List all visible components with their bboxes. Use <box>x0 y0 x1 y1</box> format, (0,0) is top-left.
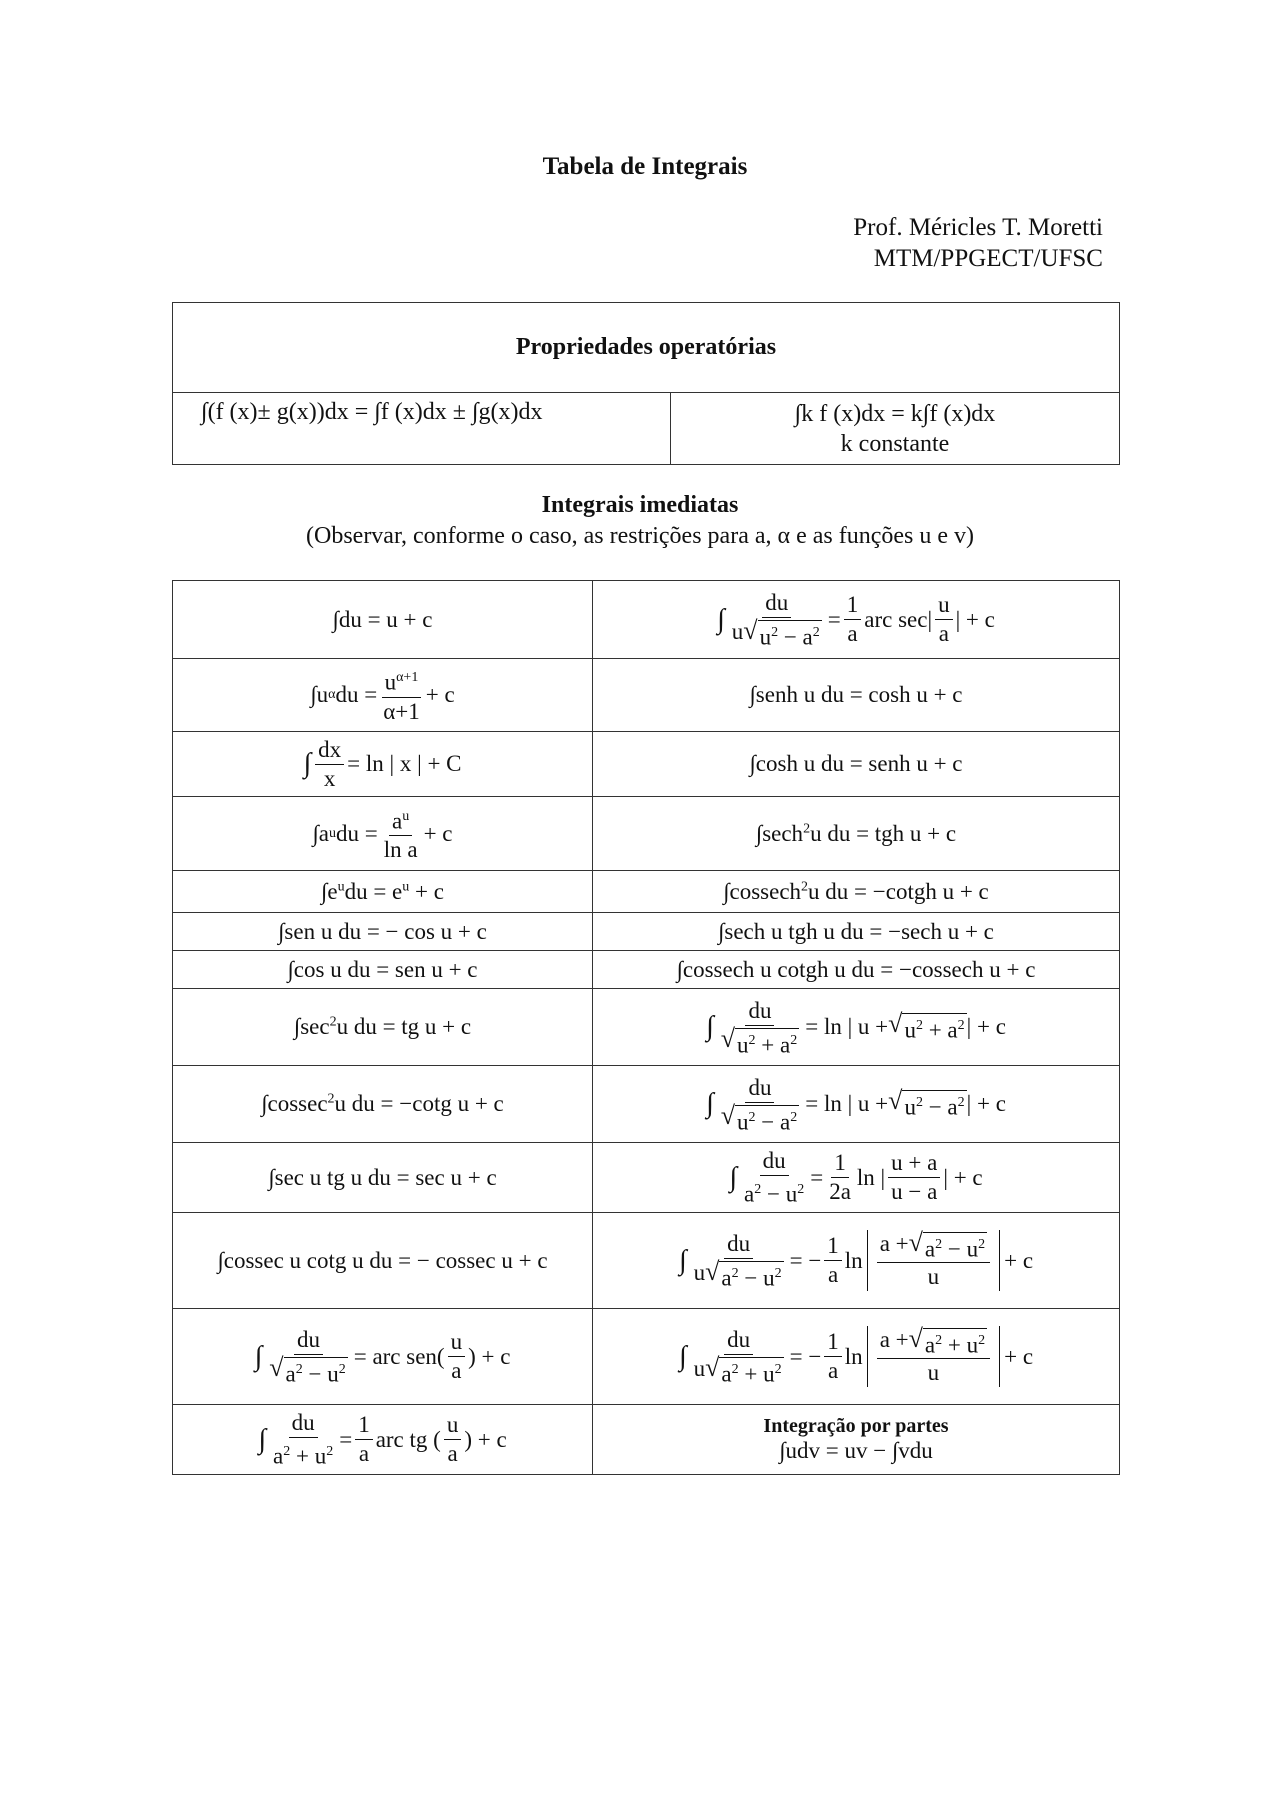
text: = ln | u + <box>805 1014 889 1039</box>
frac-den-u: u <box>731 619 744 645</box>
frac-num: 1 <box>824 1232 842 1261</box>
text: a + <box>879 1231 909 1257</box>
sup: 2 <box>774 1362 782 1378</box>
eq: = <box>810 1164 824 1190</box>
text: du = e <box>344 878 403 904</box>
formula-exp-a <box>173 797 593 871</box>
formula-cossech-cotgh: ∫cossech u cotgh u du = −cossech u + c <box>593 951 1120 989</box>
text: ∫a <box>312 820 329 846</box>
frac-den: u <box>927 1359 940 1385</box>
text: u <box>693 1260 706 1286</box>
rad-a: a <box>721 1361 732 1387</box>
frac-num: 1 <box>844 591 862 620</box>
formula-arcsec: ∫ du u √ $u^2 - a^2$ = $\frac{1}{a}$ arc sec| $\frac{u}{a}$ | + c <box>593 581 1120 659</box>
sup: 2 <box>797 1181 805 1197</box>
rad-a: u <box>737 1032 749 1058</box>
rad-a: a <box>285 1361 296 1387</box>
frac-den: a <box>451 1358 462 1383</box>
property-constant-note: k constante <box>840 430 950 457</box>
sup: 2 <box>283 1443 291 1459</box>
sup: 2 <box>295 1362 303 1378</box>
partes-formula: ∫udv = uv − ∫vdu <box>779 1438 933 1463</box>
text: ∫cossec <box>261 1091 328 1116</box>
text: = ln | x | + C <box>347 751 462 776</box>
integral-sign: ∫ <box>303 748 312 779</box>
sup: 2 <box>748 1109 756 1125</box>
text: + c <box>1004 1343 1034 1369</box>
formula-ln-arcsech: ∫ du u √ $a^2 - u^2$ = − $\frac{1}{a}$ ln a + √ $a^2 - u^2$ u + c <box>593 1213 1120 1309</box>
text: ) + c <box>468 1343 511 1369</box>
formula-sech-tgh: ∫sech u tgh u du = −sech u + c <box>593 913 1120 951</box>
formula-arcsen: ∫ du √ $a^2 - u^2$ = arc sen( $\frac{u}{a}$ ) + c <box>173 1309 593 1405</box>
rad-a: a <box>924 1236 936 1262</box>
property-constant <box>671 393 1120 465</box>
text: u du = −cotg u + c <box>334 1091 504 1116</box>
sup: 2 <box>754 1181 762 1197</box>
text: du = <box>335 820 378 846</box>
rad-a: a <box>721 1265 732 1291</box>
sup: α+1 <box>396 670 419 686</box>
rad-a: u <box>904 1094 916 1120</box>
frac-num: du <box>294 1326 323 1355</box>
propriedades-table <box>172 302 1120 465</box>
text: u du = tg u + c <box>336 1014 472 1039</box>
frac-den: a <box>938 621 949 646</box>
imediatas-table <box>172 580 1120 1475</box>
rad-b: + a <box>755 1032 791 1058</box>
rad-b: + u <box>942 1332 979 1358</box>
formula-cossec-cotg: ∫cossec u cotg u du = − cossec u + c <box>173 1213 593 1309</box>
formula-sen: ∫sen u du = − cos u + c <box>173 913 593 951</box>
eq: = <box>339 1426 353 1452</box>
formula-sech2 <box>593 797 1120 871</box>
imediatas-note: (Observar, conforme o caso, as restrições para a, α e as funções u e v) <box>306 523 974 549</box>
frac-den: ln a <box>383 837 418 863</box>
text: ∫sec <box>293 1014 330 1039</box>
text: arc sec| <box>864 606 933 632</box>
sup: 2 <box>790 1032 798 1048</box>
text: | + c <box>966 1091 1006 1116</box>
formula-cosh: ∫cosh u du = senh u + c <box>593 732 1120 797</box>
rad-a: u <box>737 1109 749 1135</box>
sup: 2 <box>978 1333 986 1349</box>
formula-senh: ∫senh u du = cosh u + c <box>593 659 1120 732</box>
sup: u <box>337 878 345 894</box>
frac-den: 2a <box>829 1179 851 1204</box>
frac-num: du <box>745 1074 774 1103</box>
text: − u <box>761 1181 798 1207</box>
rad-b: + a <box>922 1017 958 1043</box>
text: u du = −cotgh u + c <box>808 878 989 904</box>
formula-ln-sqrt-minus: ∫ du √ $u^2 - a^2$ = ln | u + √ $u^2 - a^2$ | + c <box>593 1066 1120 1143</box>
frac-num: a <box>392 808 403 834</box>
frac-num: du <box>762 589 791 618</box>
text: | + c <box>966 1014 1006 1039</box>
sup: 2 <box>957 1095 965 1111</box>
formula-arctg: ∫ $\frac{du}{a^2 + u^2}$ = $\frac{1}{a}$ arc tg ( $\frac{u}{a}$ ) + c <box>173 1405 593 1475</box>
author-affiliation: MTM/PPGECT/UFSC <box>873 245 1103 272</box>
formula-ln-frac: ∫ $\frac{du}{a^2 - u^2}$ = $\frac{1}{2a}$ ln | $\frac{u + a}{u - a}$ | + c <box>593 1143 1120 1213</box>
text: du = <box>335 682 378 707</box>
formula-sec2 <box>173 989 593 1066</box>
frac-num: u <box>448 1328 466 1357</box>
frac-num: u <box>935 591 953 620</box>
frac-num: 1 <box>355 1411 373 1440</box>
author-name: Prof. Méricles T. Moretti <box>853 214 1103 241</box>
sup: 2 <box>771 625 779 641</box>
sup: u <box>328 825 336 841</box>
property-constant-formula: ∫k f (x)dx = k∫f (x)dx <box>794 400 996 427</box>
frac-num: du <box>745 997 774 1026</box>
text: + c <box>425 682 455 707</box>
formula-sec-tg: ∫sec u tg u du = sec u + c <box>173 1143 593 1213</box>
sup: u <box>402 808 410 824</box>
rad-b: − u <box>942 1236 979 1262</box>
eq: = <box>827 606 841 632</box>
text: ln <box>844 1343 863 1369</box>
page-title: Tabela de Integrais <box>542 153 748 180</box>
rad-b: + u <box>738 1361 775 1387</box>
sup: u <box>402 878 410 894</box>
formula-ln-sqrt-plus: ∫ du √ $u^2 + a^2$ = ln | u + √ $u^2 + a^2$ | + c <box>593 989 1120 1066</box>
text: u du = tgh u + c <box>810 820 957 846</box>
sup: 2 <box>329 1014 337 1030</box>
frac-den: a <box>447 1441 458 1466</box>
property-sum: ∫(f (x)± g(x))dx = ∫f (x)dx ± ∫g(x)dx <box>173 393 671 465</box>
partes-title: Integração por partes <box>763 1415 949 1437</box>
text: + c <box>423 820 453 846</box>
formula-cos: ∫cos u du = sen u + c <box>173 951 593 989</box>
text: ∫u <box>310 682 329 707</box>
sup: 2 <box>801 878 809 894</box>
text: = arc sen( <box>353 1343 445 1369</box>
sup: 2 <box>790 1109 798 1125</box>
frac-den: u <box>927 1263 940 1289</box>
frac-den: x <box>323 765 336 791</box>
frac-num: du <box>760 1147 789 1176</box>
sup: 2 <box>774 1266 782 1282</box>
frac-den: α+1 <box>383 698 420 724</box>
rad-b: − a <box>755 1109 791 1135</box>
formula-du: ∫du = u + c <box>173 581 593 659</box>
text: u <box>693 1356 706 1382</box>
rad-b: − a <box>922 1094 958 1120</box>
text: ∫e <box>321 878 338 904</box>
rad-a: u <box>759 624 772 650</box>
formula-ln-arccsch: ∫ du u √ $a^2 + u^2$ = − $\frac{1}{a}$ ln a + √ $a^2 + u^2$ u + c <box>593 1309 1120 1405</box>
sup: 2 <box>957 1018 965 1034</box>
text: a <box>273 1443 284 1469</box>
formula-ln <box>173 732 593 797</box>
sup: 2 <box>812 625 820 641</box>
frac-den: a <box>847 621 858 646</box>
sup: 2 <box>338 1362 346 1378</box>
sup: α <box>328 687 336 702</box>
sup: 2 <box>327 1091 335 1107</box>
frac-num: 1 <box>831 1149 849 1178</box>
text: a + <box>879 1327 909 1353</box>
sup: 2 <box>915 1018 923 1034</box>
frac-num: 1 <box>824 1328 842 1357</box>
formula-power <box>173 659 593 732</box>
frac-num: du <box>289 1409 318 1438</box>
sup: 2 <box>326 1443 334 1459</box>
formula-cossech2 <box>593 871 1120 913</box>
frac-num: du <box>724 1326 753 1355</box>
formula-cossec2 <box>173 1066 593 1143</box>
frac-den: u − a <box>891 1179 938 1204</box>
formula-exp-e <box>173 871 593 913</box>
text: = − <box>789 1343 822 1369</box>
frac-den: a <box>827 1358 839 1383</box>
frac-num: u <box>444 1411 462 1440</box>
text: ∫sech <box>755 820 804 846</box>
sup: 2 <box>978 1237 986 1253</box>
sup: 2 <box>803 820 811 836</box>
rad-a: a <box>924 1332 936 1358</box>
rad-b: − a <box>778 624 813 650</box>
text: arc tg ( <box>375 1426 441 1452</box>
frac-den: a <box>358 1441 370 1466</box>
sup: 2 <box>731 1266 739 1282</box>
text: | + c <box>943 1164 983 1190</box>
frac-num: dx <box>315 736 344 765</box>
text: ln | <box>856 1164 886 1190</box>
frac-num: u <box>384 669 397 695</box>
rad-a: u <box>904 1017 916 1043</box>
sup: 2 <box>731 1362 739 1378</box>
text: + c <box>409 878 444 904</box>
sup: 2 <box>915 1095 923 1111</box>
sup: 2 <box>748 1032 756 1048</box>
text: ln <box>844 1247 863 1273</box>
text: = ln | u + <box>805 1091 889 1116</box>
text: | + c <box>955 606 995 632</box>
propriedades-header: Propriedades operatórias <box>173 303 1120 393</box>
sup: 2 <box>935 1237 943 1253</box>
frac-num: u + a <box>888 1149 940 1178</box>
sup: 2 <box>935 1333 943 1349</box>
author-block <box>853 212 1103 274</box>
rad-b: − u <box>738 1265 775 1291</box>
text: + c <box>1004 1247 1034 1273</box>
text: ) + c <box>464 1426 507 1452</box>
frac-den: a <box>827 1262 839 1287</box>
text: a <box>744 1181 755 1207</box>
text: ∫cossech <box>723 878 802 904</box>
text: = − <box>789 1247 822 1273</box>
text: + u <box>290 1443 327 1469</box>
formula-integracao-por-partes <box>593 1405 1120 1475</box>
frac-num: du <box>724 1230 753 1259</box>
rad-b: − u <box>302 1361 339 1387</box>
imediatas-title: Integrais imediatas <box>541 492 739 518</box>
